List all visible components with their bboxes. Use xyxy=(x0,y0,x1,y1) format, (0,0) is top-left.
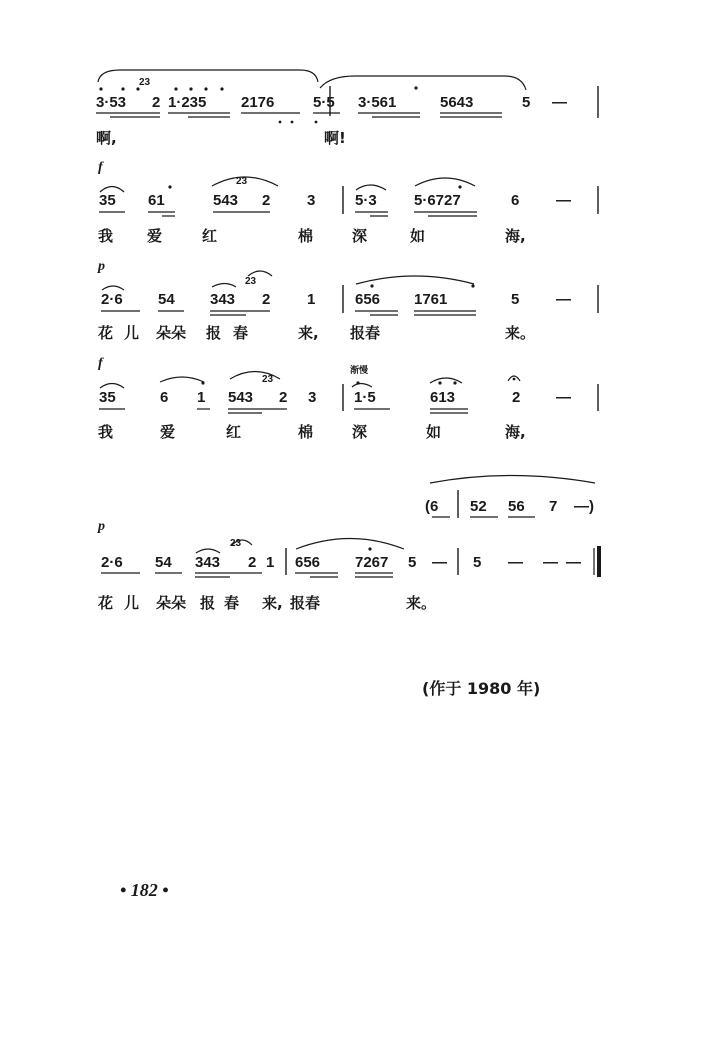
sustain-dash: — xyxy=(552,94,567,111)
note-group: 5 xyxy=(473,554,482,571)
composition-date: (作于 1980 年) xyxy=(422,679,541,698)
lyric: 爱 xyxy=(160,423,176,441)
note-group: 5 xyxy=(408,554,417,571)
lyric: 儿 xyxy=(124,594,140,612)
note-group: 2 xyxy=(512,389,521,406)
grace-note: 23 xyxy=(230,538,242,549)
note-group: 54 xyxy=(155,554,172,571)
lyric: 深 xyxy=(352,227,368,245)
lyric: 海, xyxy=(505,423,526,441)
sustain-dash: — xyxy=(543,554,558,571)
dynamic-marking: p xyxy=(98,259,105,274)
note-group: 543 xyxy=(228,389,254,406)
note-group: 543 xyxy=(213,192,239,209)
note-group: 61 xyxy=(148,192,165,209)
note-group: 2·6 xyxy=(101,291,123,308)
note-group: 2 xyxy=(279,389,288,406)
note-group: 6 xyxy=(160,389,169,406)
octave-dots xyxy=(99,86,515,550)
note-group: 5·3 xyxy=(355,192,377,209)
note-group: 1761 xyxy=(414,291,448,308)
lyric: 花 xyxy=(98,594,114,612)
barlines xyxy=(286,86,599,577)
note-group: 2176 xyxy=(241,94,275,111)
lyric: 如 xyxy=(410,227,426,245)
note-group: 1 xyxy=(197,389,206,406)
sustain-dash: — xyxy=(432,554,447,571)
note-group: 343 xyxy=(210,291,236,308)
note-group: 5643 xyxy=(440,94,474,111)
lyric: 红 xyxy=(226,423,242,441)
note-group: 5·5 xyxy=(313,94,335,111)
note-group: 7267 xyxy=(355,554,389,571)
lyric: 红 xyxy=(202,227,218,245)
note-group: 2 xyxy=(248,554,257,571)
lyric: 报春 xyxy=(350,324,381,342)
note-group: 35 xyxy=(99,389,116,406)
dynamic-marking: f xyxy=(98,356,103,371)
lyric: 来, xyxy=(262,594,283,612)
sustain-dash: — xyxy=(556,291,571,308)
lyric: 来, xyxy=(298,324,319,342)
lyric: 报 xyxy=(206,324,222,342)
lyric: 啊, xyxy=(96,129,117,147)
note-group: 1 xyxy=(307,291,316,308)
lyric: 春 xyxy=(224,594,240,612)
instrumental-note: (6 xyxy=(425,498,439,515)
note-group: 3 xyxy=(307,192,316,209)
note-group: 613 xyxy=(430,389,456,406)
note-group: 1·235 xyxy=(168,94,207,111)
grace-note: 23 xyxy=(236,176,248,187)
note-group: 2·6 xyxy=(101,554,123,571)
note-group: 2 xyxy=(262,291,271,308)
note-group: 35 xyxy=(99,192,116,209)
note-group: 1 xyxy=(266,554,275,571)
lyric: 我 xyxy=(98,227,114,245)
note-group: 3·561 xyxy=(358,94,397,111)
note-group: 6 xyxy=(511,192,520,209)
dynamic-marking: f xyxy=(98,160,103,175)
lyric: 爱 xyxy=(147,227,163,245)
lyric: 花 xyxy=(98,324,114,342)
lyric: 朵朵 xyxy=(156,324,187,342)
sustain-dash: — xyxy=(508,554,523,571)
lyric: 儿 xyxy=(124,324,140,342)
sustain-dash: — xyxy=(556,192,571,209)
lyric: 棉 xyxy=(298,227,314,245)
note-group: 54 xyxy=(158,291,175,308)
grace-note: 23 xyxy=(245,276,257,287)
grace-note: 23 xyxy=(262,374,274,385)
lyric: 深 xyxy=(352,423,368,441)
instrumental-note: 7 xyxy=(549,498,558,515)
lyric: 朵朵 xyxy=(156,594,187,612)
instrumental-note: 52 xyxy=(470,498,487,515)
sustain-dash: — xyxy=(566,554,581,571)
lyric: 报 xyxy=(200,594,216,612)
note-group: 5 xyxy=(511,291,520,308)
lyric: 海, xyxy=(505,227,526,245)
lyric: 报春 xyxy=(290,594,321,612)
lyric: 棉 xyxy=(298,423,314,441)
note-group: 656 xyxy=(295,554,321,571)
lyric: 啊! xyxy=(324,129,346,147)
note-group: 2 xyxy=(262,192,271,209)
lyric: 如 xyxy=(426,423,442,441)
lyric: 来。 xyxy=(406,594,437,612)
lyric: 我 xyxy=(98,423,114,441)
page-number: • 182 • xyxy=(120,880,169,900)
instrumental-note: —) xyxy=(574,498,594,515)
grace-note: 23 xyxy=(139,77,151,88)
instrumental-note: 56 xyxy=(508,498,525,515)
lyric: 来。 xyxy=(505,324,536,342)
tempo-marking: 渐慢 xyxy=(350,366,369,376)
lyric: 春 xyxy=(233,324,249,342)
note-group: 656 xyxy=(355,291,381,308)
note-group: 1·5 xyxy=(354,389,376,406)
dynamic-marking: p xyxy=(98,519,105,534)
note-group: 3·53 xyxy=(96,94,127,111)
note-group: 343 xyxy=(195,554,221,571)
note-group: 5 xyxy=(522,94,531,111)
sustain-dash: — xyxy=(556,389,571,406)
note-group: 3 xyxy=(308,389,317,406)
note-group: 2 xyxy=(152,94,161,111)
note-group: 5·6727 xyxy=(414,192,461,209)
